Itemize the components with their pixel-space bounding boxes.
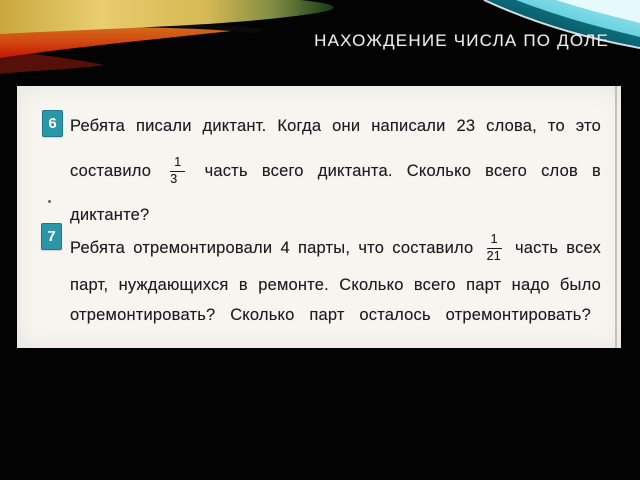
problem-6-badge: 6: [42, 110, 63, 137]
problem-6-line-2-post: часть всего диктанта. Сколько всего слов в диктанте?: [70, 162, 601, 224]
fraction-denominator: 21: [486, 249, 501, 264]
fraction-numerator: 1: [170, 156, 185, 172]
problem-7-line-1-post: часть всех: [514, 239, 601, 257]
problem-7-line-1: [70, 226, 601, 270]
corner-swoosh-right: [470, 0, 640, 60]
fraction-one-third: [170, 156, 185, 187]
fraction-numerator: 1: [487, 233, 502, 249]
problem-6-line-2-pre: составило: [70, 162, 152, 180]
problem-7-line-2: парт, нуждающихся в ремонте. Сколько всего парт надо было: [70, 276, 601, 294]
slide-title: НАХОЖДЕНИЕ ЧИСЛА ПО ДОЛЕ: [314, 31, 609, 50]
scan-page-edge: [615, 86, 617, 348]
corner-swoosh-left: [0, 0, 360, 80]
problem-6-line-2: [70, 149, 601, 224]
fraction-one-twenty-first: [487, 233, 502, 264]
problem-7-line-3: отремонтировать? Сколько парт осталось отремонтировать?: [70, 306, 591, 324]
problem-6-line-1: Ребята писали диктант. Когда они написали 23 слова, то это: [70, 117, 601, 135]
problem-7-line-1-pre: Ребята отремонтировали 4 парты, что составило: [70, 239, 474, 257]
scan-artifact-dot: [48, 200, 51, 203]
problem-7-badge: 7: [41, 223, 62, 250]
textbook-scan-panel: [17, 86, 621, 348]
fraction-denominator: 3: [170, 172, 178, 187]
